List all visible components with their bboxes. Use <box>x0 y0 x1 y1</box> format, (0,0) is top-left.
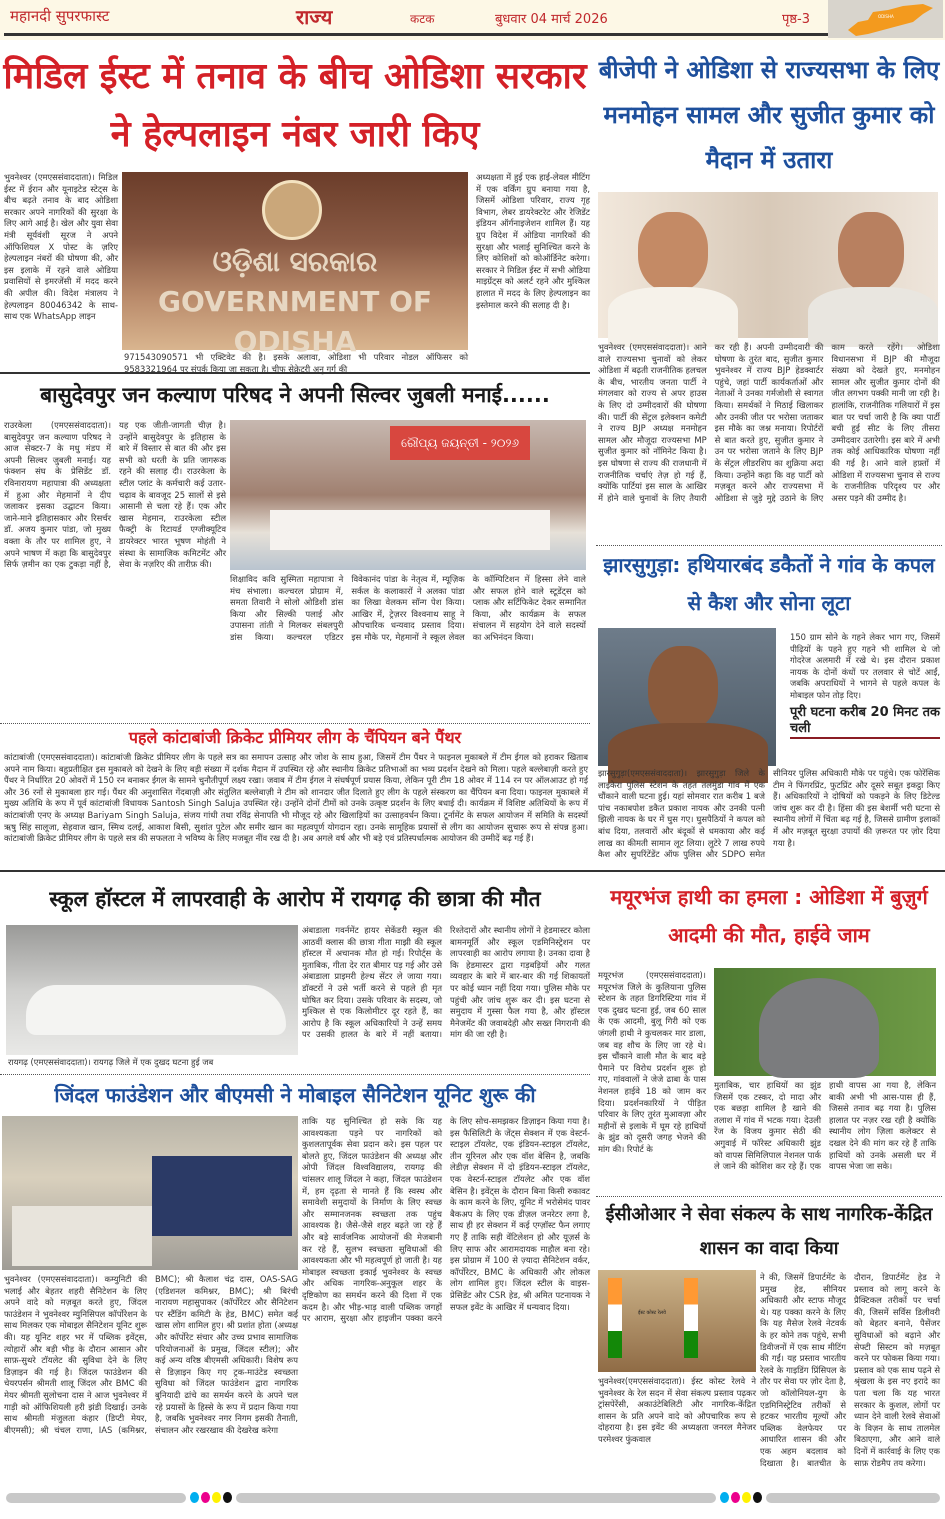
paper-name: महानदी सुपरफास्ट <box>10 7 110 25</box>
elephant-photo <box>714 968 936 1076</box>
ecor-meeting-photo <box>598 1270 756 1372</box>
sanitation-truck <box>152 1156 292 1236</box>
article-ecor-left: भुवनेश्वर(एमएससंवाददाता)। ईस्ट कोस्ट रेलवे ने भुवनेश्वर के रेल सदन में सेवा संकल्प प्रस्ताव पढ़कर ट्रांसपेरेंसी, अकाउंटेबिलिटी और नागरिक-केंद्रित शासन के प्रति अपने वादे को औपचारिक रूप से दोहराया है। इस इवेंट की अध्यक्षता जनरल मैनेजर परमेश्वर फुंकवाल <box>598 1376 756 1444</box>
stage-banner: ରୌପ୍ୟ ଜୟନ୍ତୀ - ୨୦୨୬ <box>390 426 530 460</box>
article-school-death: अंबाडाला गवर्नमेंट हायर सेकेंडरी स्कूल की आठवीं क्लास की छात्रा गीता माझी की स्कूल हॉस्टल में अचानक मौत हो गई। रिपोर्ट्स के मुताबिक, गीता देर रात बीमार पड़ गई और उसे अंबाडाला प्राइमरी हेल्थ सेंटर ले जाया गया। डॉक्टरों ने उसे भर्ती करने से पहले ही मृत घोषित कर दिया। उसके परिवार के सदस्य, जो मुश्किल से एक किलोमीटर दूर रहते हैं, का आरोप है कि स्कूल अधिकारियों ने उन्हें समय पर उसकी हालत के बारे में नहीं बताया। रिश्तेदारों और स्थानीय लोगों ने हेडमास्टर कोला बामनमूर्ति और स्कूल एडमिनिस्ट्रेशन पर लापरवाही का आरोप लगाया है। उनका दावा है कि हेडमास्टर द्वारा गड़बड़ियों और गलत व्यवहार के बारे में बार-बार की गई शिकायतों पर कोई ध्यान नहीं दिया गया। पुलिस मौके पर पहुंची और जांच शुरू कर दी। इस घटना से समुदाय में गुस्सा फैल गया है, और हॉस्टल मैनेजमेंट की जवाबदेही और सख्त निगरानी की मांग की जा रही है। <box>302 925 590 1040</box>
photo-sign-text: ईस्ट कोस्ट रेलवे <box>638 1310 666 1316</box>
article-elephant-right: मुताबिक, चार हाथियों का झुंड जिसमें एक टस्कर, दो मादा और एक बछड़ा शामिल है खाने की तलाश में गांव में भटक गया। देउली रेंज के विजय कुमार सेठी की अगुवाई में फॉरेस्ट अधिकारी झुंड को वापस सिमिलिपाल नेशनल पार्क ले जाने की कोशिश कर रहे हैं। एक हाथी वापस आ गया है, लेकिन बाकी अभी भी आस-पास ही हैं, जिससे तनाव बढ़ गया है। पुलिस हालात पर नज़र रख रही है क्योंकि स्थानीय लोग ज़िला कलेक्टर से दखल देने की मांग कर रहे हैं ताकि हाथियों को उनके असली घर में वापस भेजा जा सके। <box>714 1080 936 1172</box>
map-label: ODISHA <box>878 14 894 19</box>
divider <box>0 870 945 872</box>
sanitation-unit-launch-photo <box>2 1116 298 1270</box>
divider <box>0 1074 590 1075</box>
article-bjp: भुवनेश्वर (एमएससंवाददाता)। आने वाले राज्यसभा चुनावों को लेकर ओडिशा में बढ़ती राजनीतिक हलचल के बीच, भारतीय जनता पार्टी ने मंगलवार को राज्य से अपर हाउस के लिए दो उम्मीदवारों की घोषणा की। पार्टी की सेंट्रल इलेक्शन कमेटी ने राज्य BJP अध्यक्ष मनमोहन सामल और मौजूदा राज्यसभा MP सुजीत कुमार को नॉमिनेट किया है। इस घोषणा से राज्य की राजधानी में राजनीतिक चर्चाएं तेज़ हो गई हैं, क्योंकि पार्टियां इस साल के आखिर में होने वाले चुनावों के लिए तैयारी कर रही हैं। अपनी उम्मीदवारी की घोषणा के तुरंत बाद, सुजीत कुमार भुवनेश्वर में राज्य BJP हेडक्वार्टर पहुंचे, जहां पार्टी कार्यकर्ताओं और नेताओं ने उनका गर्मजोशी से स्वागत किया। समर्थकों ने मिठाई खिलाकर और उनकी जीत पर भरोसा जताकर इस मौके का जश्न मनाया। रिपोर्टरों से बात करते हुए, सुजीत कुमार ने उन पर भरोसा जताने के लिए BJP के सेंट्रल लीडरशिप का शुक्रिया अदा किया। उन्होंने कहा कि वह पार्टी को मज़बूत करने और राज्यसभा में ओडिशा से जुड़े मुद्दे उठाने के लिए काम करते रहेंगे। ओडिशा विधानसभा में BJP की मौजूदा संख्या को देखते हुए, मनमोहन सामल और सुजीत कुमार दोनों की जीत लगभग पक्की मानी जा रही है। हालांकि, राजनीतिक गलियारों में इस बात पर चर्चा जारी है कि क्या पार्टी बची हुई सीट के लिए तीसरा उम्मीदवार उतारेगी। इस बारे में अभी तक कोई आधिकारिक घोषणा नहीं की गई है। आने वाले हफ़्तों में ओडिशा में राज्यसभा चुनाव से राज्य के राजनीतिक परिदृश्य पर और असर पड़ने की उम्मीद है। <box>598 342 940 503</box>
candidate-1-kurta <box>608 287 738 347</box>
odisha-emblem-icon <box>262 180 322 240</box>
divider <box>0 372 590 374</box>
school-caption: रायगढ़ (एमएससंवाददाता)। रायगढ़ जिले में एक दुखद घटना हुई जब <box>8 1057 214 1067</box>
headline-elephant: मयूरभंज हाथी का हमला : ओडिशा में बुज़ुर्ग आदमी की मौत, हाईवे जाम <box>610 885 928 947</box>
headline-school-death: स्कूल हॉस्टल में लापरवाही के आरोप में रायगढ़ की छात्रा की मौत <box>49 887 541 911</box>
candidate-1-face <box>638 212 708 292</box>
divider <box>0 723 590 724</box>
yellow-dot <box>742 1492 751 1503</box>
india-flag-icon <box>684 1278 698 1358</box>
article-jindal-left: भुवनेश्वर (एमएससंवाददाता)। कम्युनिटी की भलाई और बेहतर शहरी सैनिटेशन के लिए अपने वादे को मज़बूत करते हुए, जिंदल फाउंडेशन ने भुवनेश्वर म्युनिसिपल कॉर्पोरेशन के साथ मिलकर एक मोबाइल सैनिटेशन यूनिट शुरू की। यह यूनिट शहर भर में पब्लिक इवेंट्स, त्योहारों और बड़ी भीड़ के दौरान आसान और साफ़-सुथरे टॉयलेट की सुविधा देने के लिए डिज़ाइन की गई है। जिंदल फाउंडेशन की चेयरपर्सन श्रीमती शालू जिंदल और BMC की मेयर श्रीमती सुलोचना दास ने आज भुवनेश्वर में गाड़ी को ऑफिशियली हरी झंडी दिखाई। उनके साथ श्रीमती मंजुलता कंहार (डिप्टी मेयर, बीएमसी); श्री चंचल राणा, IAS (कमिश्नर, BMC); श्री कैलाश चंद्र दास, OAS-SAG (एडिशनल कमिश्नर, BMC); श्री बिरंची नारायण महासुपाकर (कॉर्पोरेटर और सैनिटेशन पर स्टैंडिंग कमिटी के हेड, BMC) समेत कई खास लोग शामिल हुए। श्री प्रशांत होता (अध्यक्ष और कॉर्पोरेट संचार और उच्च प्रभाव सामाजिक परियोजनाओं के प्रमुख, जिंदल स्टील); और कई अन्य वरिष्ठ बीएमसी अधिकारी। विशेष रूप से डिज़ाइन किए गए ट्रक-माउंटेड स्वच्छता सुविधा को जिंदल फाउंडेशन द्वारा नागरिक बुनियादी ढांचे का समर्थन करने के अपने चल रहे प्रयासों के हिस्से के रूप में प्रदान किया गया है, जबकि भुवनेश्वर नगर निगम इसकी तैनाती, संचालन और रखरखाव की देखरेख करेगा <box>4 1274 298 1435</box>
section-name: राज्य <box>296 5 333 29</box>
headline-silver-jubilee: बासुदेवपुर जन कल्याण परिषद ने अपनी सिल्वर जुबली मनाई...... <box>40 383 550 407</box>
magenta-dot <box>731 1492 740 1503</box>
robbery-side-text <box>790 632 940 766</box>
candidate-2-kurta <box>808 287 938 347</box>
helpline-caption: 971543090571 भी एक्टिवेट की है। इसके अलावा, ओडिशा भी परिवार नोडल ऑफिसर को 9583321964 पर संपर्क किया जा सकता है। चीफ सेक्रेटरी अनु गर्ग की <box>124 352 468 374</box>
article-ecor-right: ने की, जिसमें डिपार्टमेंट के प्रमुख हेड, सीनियर अधिकारी और स्टाफ मौजूद थे। यह पक्का करने के लिए कि यह मैसेज रेलवे नेटवर्क के हर कोने तक पहुंचे, सभी डिवीजनों में एक साथ मीटिंग की गईं। यह प्रस्ताव भारतीय रेलवे के गाइडिंग प्रिंसिपल के तौर पर सेवा पर ज़ोर देता है, जो कॉलोनियल-युग के एडमिनिस्ट्रेटिव तरीकों से हटकर भारतीय मूल्यों और पब्लिक वेलफेयर पर आधारित शासन की और एक अहम बदलाव को दिखाता है। बातचीत के दौरान, डिपार्टमेंट हेड ने प्रस्ताव को लागू करने के प्रैक्टिकल तरीकों पर चर्चा की, जिसमें सर्विस डिलीवरी को बेहतर बनाने, पैसेंजर सुविधाओं को बढ़ाने और सेफ्टी सिस्टम को मज़बूत करने पर फोकस किया गया। प्रस्ताव को एक साथ पढ़ने से श्रृंखला के इस नए इरादे का पता चला कि यह भारत सरकार के कुशल, लोगों पर ध्यान देने वाली रेलवे सेवाओं के विज़न के साथ तालमेल बिठाएगा, और आने वाले दिनों में कार्रवाई के लिए एक साफ़ रोडमैप तय करेगा। <box>760 1272 940 1468</box>
yellow-dot <box>212 1492 221 1503</box>
headline-bjp: बीजेपी ने ओडिशा से राज्यसभा के लिए मनमोहन सामल और सुजीत कुमार को मैदान में उतारा <box>598 56 940 174</box>
covered-body-photo <box>6 925 298 1055</box>
magenta-dot <box>201 1492 210 1503</box>
victim-photo <box>598 628 776 766</box>
black-dot <box>223 1492 232 1503</box>
article-helpline-col1: भुवनेश्वर (एमएससंवाददाता)। मिडिल ईस्ट में ईरान और यूनाइटेड स्टेट्स के बीच बढ़ते तनाव के बाद ओडिशा सरकार अपने नागरिकों की सुरक्षा के लिए आगे आई है। खेल और युवा सेवा मंत्री सूर्यवंशी सूरज ने अपने ऑफिशियल X पोस्ट के ज़रिए हेल्पलाइन नंबरों की घोषणा की, और इस इलाके में रहने वाले ओडिया प्रवासियों से इमरजेंसी में मदद करने की अपील की। विदेश मंत्रालय ने हेल्पलाइन 80046342 के साथ-साथ एक WhatsApp लाइन <box>4 172 118 322</box>
sign-text: ଓଡ଼ିଶା ସରକାର GOVERNMENT OF ODISHA <box>157 245 433 358</box>
government-of-odisha-photo <box>122 172 468 358</box>
headline-jindal: जिंदल फाउंडेशन और बीएमसी ने मोबाइल सैनिटेशन यूनिट शुरू की <box>54 1083 536 1107</box>
headline-helpline: मिडिल ईस्ट में तनाव के बीच ओडिशा सरकार ने हेल्पलाइन नंबर जारी किए <box>3 56 587 155</box>
robbery-side-paragraph: 150 ग्राम सोने के गहने लेकर भाग गए, जिसमें पीढ़ियों के पहने हुए गहने भी शामिल थे जो गोदरेज अलमारी में रखे थे। इस दौरान प्रकाश नायक के दोनों कंधों पर तलवार से चोटें आईं, जबकि अपराधियों ने भागने से पहले कपल के मोबाइल फोन तोड़ दिए। <box>790 632 940 700</box>
headline-robbery: झारसुगुड़ा: हथियारबंद डकैतों ने गांव के कपल से कैश और सोना लूटा <box>603 553 935 615</box>
article-jindal-right: ताकि यह सुनिश्चित हो सके कि यह आवश्यकता पड़ने पर नागरिकों को कुशलतापूर्वक सेवा प्रदान करे। इस पहल पर बोलते हुए, जिंदल फाउंडेशन की अध्यक्ष और ओपी जिंदल विश्वविद्यालय, रायगढ़ की चांसलर शालू जिंदल ने कहा, जिंदल फाउंडेशन में, हम दृढ़ता से मानते हैं कि स्वस्थ और समावेशी समुदायों के निर्माण के लिए स्वच्छ और सम्मानजनक स्वच्छता तक पहुंच आवश्यक है। जैसे-जैसे शहर बढ़ते जा रहे हैं और बड़े सार्वजनिक आयोजनों की मेजबानी कर रहे हैं, सुलभ स्वच्छता सुविधाओं की आवश्यकता और भी महत्वपूर्ण हो जाती है। यह मोबाइल स्वच्छता इकाई भुवनेश्वर के स्वच्छ और अधिक नागरिक-अनुकूल शहर के दृष्टिकोण का समर्थन करने की दिशा में एक कदम है। और भीड़-भाड़ वाली पब्लिक जगहों पर आराम, सुरक्षा और हाइजीन पक्का करने के लिए सोच-समझकर डिज़ाइन किया गया है। इस फैसिलिटी के जेंट्स सेक्शन में एक वेस्टर्न-स्टाइल टॉयलेट, एक इंडियन-स्टाइल टॉयलेट, तीन यूरिनल और एक वॉश बेसिन है, जबकि लेडीज़ सेक्शन में दो इंडियन-स्टाइल टॉयलेट, एक वेस्टर्न-स्टाइल टॉयलेट और एक वॉश बेसिन है। इवेंट्स के दौरान बिना किसी रुकावट के काम करने के लिए, यूनिट में भरोसेमंद पावर बैकअप के लिए एक डीज़ल जनरेटर लगा है, साथ ही हर सेक्शन में कई एग्ज़ॉस्ट फैन लगाए गए हैं ताकि सही वेंटिलेशन हो और यूज़र्स के लिए साफ और आरामदायक माहौल बना रहे। इस प्रोग्राम में 100 से ज़्यादा सैनिटेशन वर्कर, कॉर्पोरेटर, BMC के अधिकारी और लोकल लोग शामिल हुए। जिंदल स्टील के वाइस-प्रेसिडेंट और CSR हेड, श्री अमित पटनायक ने सफल इवेंट के आखिर में धन्यवाद दिया। <box>302 1116 590 1324</box>
article-jubilee-left: राउरकेला (एमएससंवाददाता)। बासुदेवपुर जन कल्याण परिषद ने आज सेक्टर-7 के मधु मंडप में अपनी सिल्वर जुबली मनाई। यह फंक्शन संघ के प्रेसिडेंट डॉ. रविनारायण महापात्रा की अध्यक्षता में हुआ और मेहमानों ने दीप जलाकर इसका उद्घाटन किया। जाने-माने इतिहासकार और रिसर्चर डॉ. अजय कुमार पांडा, जो मुख्य वक्ता के तौर पर शामिल हुए, ने अपने भाषण में कहा कि बासुदेवपुर सिर्फ ज़मीन का एक टुकड़ा नहीं है, यह एक जीती-जागती चीज़ है। उन्होंने बासुदेवपुर के इतिहास के बारे में विस्तार से बात की और इस सभी को धरती के प्रति जागरूक रहने की सलाह दी। राउरकेला के स्टील प्लांट के कर्मचारी कई उतार-चढ़ाव के बावजूद 25 सालों से इसे आसानी से चला रहे हैं। एक और खास मेहमान, राउरकेला स्टील फैक्ट्री के रिटायर्ड एग्जीक्यूटिव डायरेक्टर भारत भूषण मोहंती ने संस्था के सामाजिक कमिटमेंट और सेवा के नज़रिए की तारीफ़ की। <box>4 420 226 570</box>
article-robbery: झारसुगुड़ा(एमएससंवाददाता)। झारसुगुड़ा जिले के लाइकेरा पुलिस स्टेशन के तहत तलमुंडा गांव में एक चौंकाने वाली घटना हुई। यहां सोमवार रात करीब 1 बजे पांच नकाबपोश डकैत प्रकाश नायक और उनकी पत्नी झिली नायक के घर में घुस गए। घुसपैठियों ने कपल को बांध दिया, तलवारों और बंदूकों से धमकाया और कई लाख का कीमती सामान लूट लिया। लुटेरे 7 लाख रुपये कैश और सुपरिंटेंडेंट ऑफ पुलिस और SDPO समेत सीनियर पुलिस अधिकारी मौके पर पहुंचे। एक फोरेंसिक टीम ने फिंगरप्रिंट, फुटप्रिंट और दूसरे सबूत इकट्ठा किए हैं। अधिकारियों ने दोषियों को पकड़ने के लिए डिटेल्ड जांच शुरू कर दी है। हिंसा की इस बेशर्मी भरी घटना से स्थानीय लोगों में चिंता बढ़ गई है, जिससे ग्रामीण इलाकों में और मज़बूत सुरक्षा उपायों की ज़रूरत पर ज़ोर दिया गया है। <box>598 768 940 860</box>
footer-bar <box>6 1493 186 1503</box>
city: कटक <box>410 12 435 26</box>
headline-ecor: ईसीओआर ने सेवा संकल्प के साथ नागरिक-केंद्रित शासन का वादा किया <box>605 1204 933 1259</box>
masthead <box>0 0 945 40</box>
india-flag-icon <box>608 1278 622 1358</box>
page-number: पृष्ठ-3 <box>782 12 811 27</box>
odisha-map-icon <box>828 0 943 38</box>
victim-face <box>648 646 718 731</box>
silver-jubilee-stage-photo <box>230 420 586 570</box>
cyan-dot <box>720 1492 729 1503</box>
article-elephant-left: मयूरभंज (एमएससंवाददाता)। मयूरभंज जिले के कुलियाना पुलिस स्टेशन के तहत डिगरिस्टिया गांव में एक दुखद घटना हुई, जब 60 साल के एक आदमी, बुलू गिरी को एक जंगली हाथी ने कुचलकर मार डाला, जब वह शौच के लिए जा रहे थे। इस चौंकाने वाली मौत के बाद बड़े पैमाने पर विरोध प्रदर्शन शुरू हो गए, गांववालों ने जेजे ढाबा के पास नेशनल हाईवे 18 को जाम कर दिया। प्रदर्शनकारियों ने पीड़ित परिवार के लिए तुरंत मुआवज़ा और महीनों से इलाके में घूम रहे हाथियों के झुंड को दूसरी जगह भेजने की मांग की। रिपोर्ट के <box>598 970 706 1154</box>
stage-table <box>270 510 550 550</box>
header-rule <box>4 33 829 36</box>
elephant-body <box>759 978 879 1078</box>
article-cricket: कांटाबांजी (एमएससंवाददाता)। कांटाबांजी क्रिकेट प्रीमियर लीग के पहले सत्र का समापन उत्साह और जोश के साथ हुआ, जिसमें टीम पैंथर ने फाइनल मुकाबले में टीम ईगल को हराकर खिताब अपने नाम किया। बहुप्रतीक्षित इस मुकाबले को देखने के लिए बड़ी संख्या में दर्शक मैदान में उपस्थित रहे और स्थानीय क्रिकेट प्रतिभाओं का भव्य प्रदर्शन देखने को मिला। पहले बल्लेबाज़ी करते हुए पैंथर ने निर्धारित 20 ओवरों में 150 रन बनाकर ईगल के सामने चुनौतीपूर्ण लक्ष्य रखा। जवाब में टीम ईगल ने संघर्षपूर्ण प्रयास किया, लेकिन पूरी टीम 18 ओवर में 114 रन पर ऑलआउट हो गई और 36 रनों से मुकाबला हार गई। पैंथर की अनुशासित गेंदबाज़ी और संतुलित बल्लेबाज़ी ने टीम को शानदार जीत दिलाते हुए लीग के पहले संस्करण का चैंपियन बना दिया। फाइनल मुकाबले में मुख्य अतिथि के रूप में पूर्व कांटाबांजी विधायक Santosh Singh Saluja उपस्थित रहे। उन्होंने दोनों टीमों को उनके उत्कृष्ट प्रदर्शन के लिए बधाई दी। कार्यक्रम में विशिष्ट अतिथियों के रूप में कांटाबांजी एनए के अध्यक्ष Bariyam Singh Saluja, संजय गांधी तथा रविंद्र सेनापति भी मौजूद रहे और खिलाड़ियों का उत्साहवर्धन किया। टूर्नामेंट के सफल आयोजन में समिति के सदस्यों ऋषु सिंह सालूजा, सेहवाज खान, स्मिथ दलई, आकाश बिसी, सुशांत पुटेल और समीर खान का महत्वपूर्ण योगदान रहा। उनके सामूहिक प्रयासों से लीग का आयोजन सुचारू रूप से संपन्न हुआ। कांटाबांजी क्रिकेट प्रीमियर लीग के पहले सत्र की सफलता ने भविष्य के लिए मजबूत नींव रख दी है। अब अगले वर्ष और भी बड़े एवं प्रतिस्पर्धात्मक आयोजन की उम्मीदें बढ़ गई हैं। <box>4 752 588 844</box>
headline-cricket: पहले कांटाबांजी क्रिकेट प्रीमियर लीग के चैंपियन बने पैंथर <box>128 728 462 747</box>
footer-bar <box>236 1493 716 1503</box>
black-dot <box>753 1492 762 1503</box>
dignitaries-group <box>12 1206 152 1266</box>
date: बुधवार 04 मार्च 2026 <box>495 12 608 27</box>
article-jubilee-bottom: शिक्षाविद कवि सुस्मिता महापात्रा ने मंच संभाला। कल्चरल प्रोग्राम में, समता तिवारी ने सोलो ओडिशी डांस किया और सिल्की पलाई और उपासना तांती ने मिलकर संबलपुरी डांस किया। कल्चरल एडिटर विवेकानंद पांडा के नेतृत्व में, म्यूज़िक सर्कल के कलाकारों ने अलका पांडा का लिखा वेलकम सॉन्ग पेश किया। आखिर में, ट्रेज़रर विश्वनाथ साहू ने औपचारिक धन्यवाद प्रस्ताव दिया। इस मौके पर, मेहमानों ने स्कूल लेवल के कॉम्पिटिशन में हिस्सा लेने वाले और सफल होने वाले स्टूडेंट्स को प्लाक और सर्टिफिकेट देकर सम्मानित किया, और कार्यक्रम के सफल संचालन में सहयोग देने वाले सदस्यों का अभिनंदन किया। <box>230 574 586 642</box>
article-helpline-col3: अध्यक्षता में हुई एक हाई-लेवल मीटिंग में एक वर्किंग ग्रुप बनाया गया है, जिसमें ओडिशा परिवार, राज्य गृह विभाग, लेबर डायरेक्टरेट और रेजिडेंट इंडियन ऑर्गनाइजेशन शामिल हैं। यह ग्रुप विदेश में ओडिया नागरिकों की सुरक्षा और भलाई सुनिश्चित करने के लिए कोशिशों को कोऑर्डिनेट करेगा। सरकार ने मिडिल ईस्ट में सभी ओडिया माइग्रेंट्स को अलर्ट रहने और मुश्किल हालात में मदद के लिए हेल्पलाइन का इस्तेमाल करने की सलाह दी है। <box>476 172 590 310</box>
robbery-subhead: पूरी घटना करीब 20 मिनट तक चली <box>790 705 940 739</box>
candidate-2-face <box>838 212 904 292</box>
divider <box>596 1196 942 1197</box>
footer-bar <box>766 1493 940 1503</box>
candidates-photo <box>598 192 938 338</box>
cyan-dot <box>190 1492 199 1503</box>
white-sheet <box>26 985 286 1035</box>
